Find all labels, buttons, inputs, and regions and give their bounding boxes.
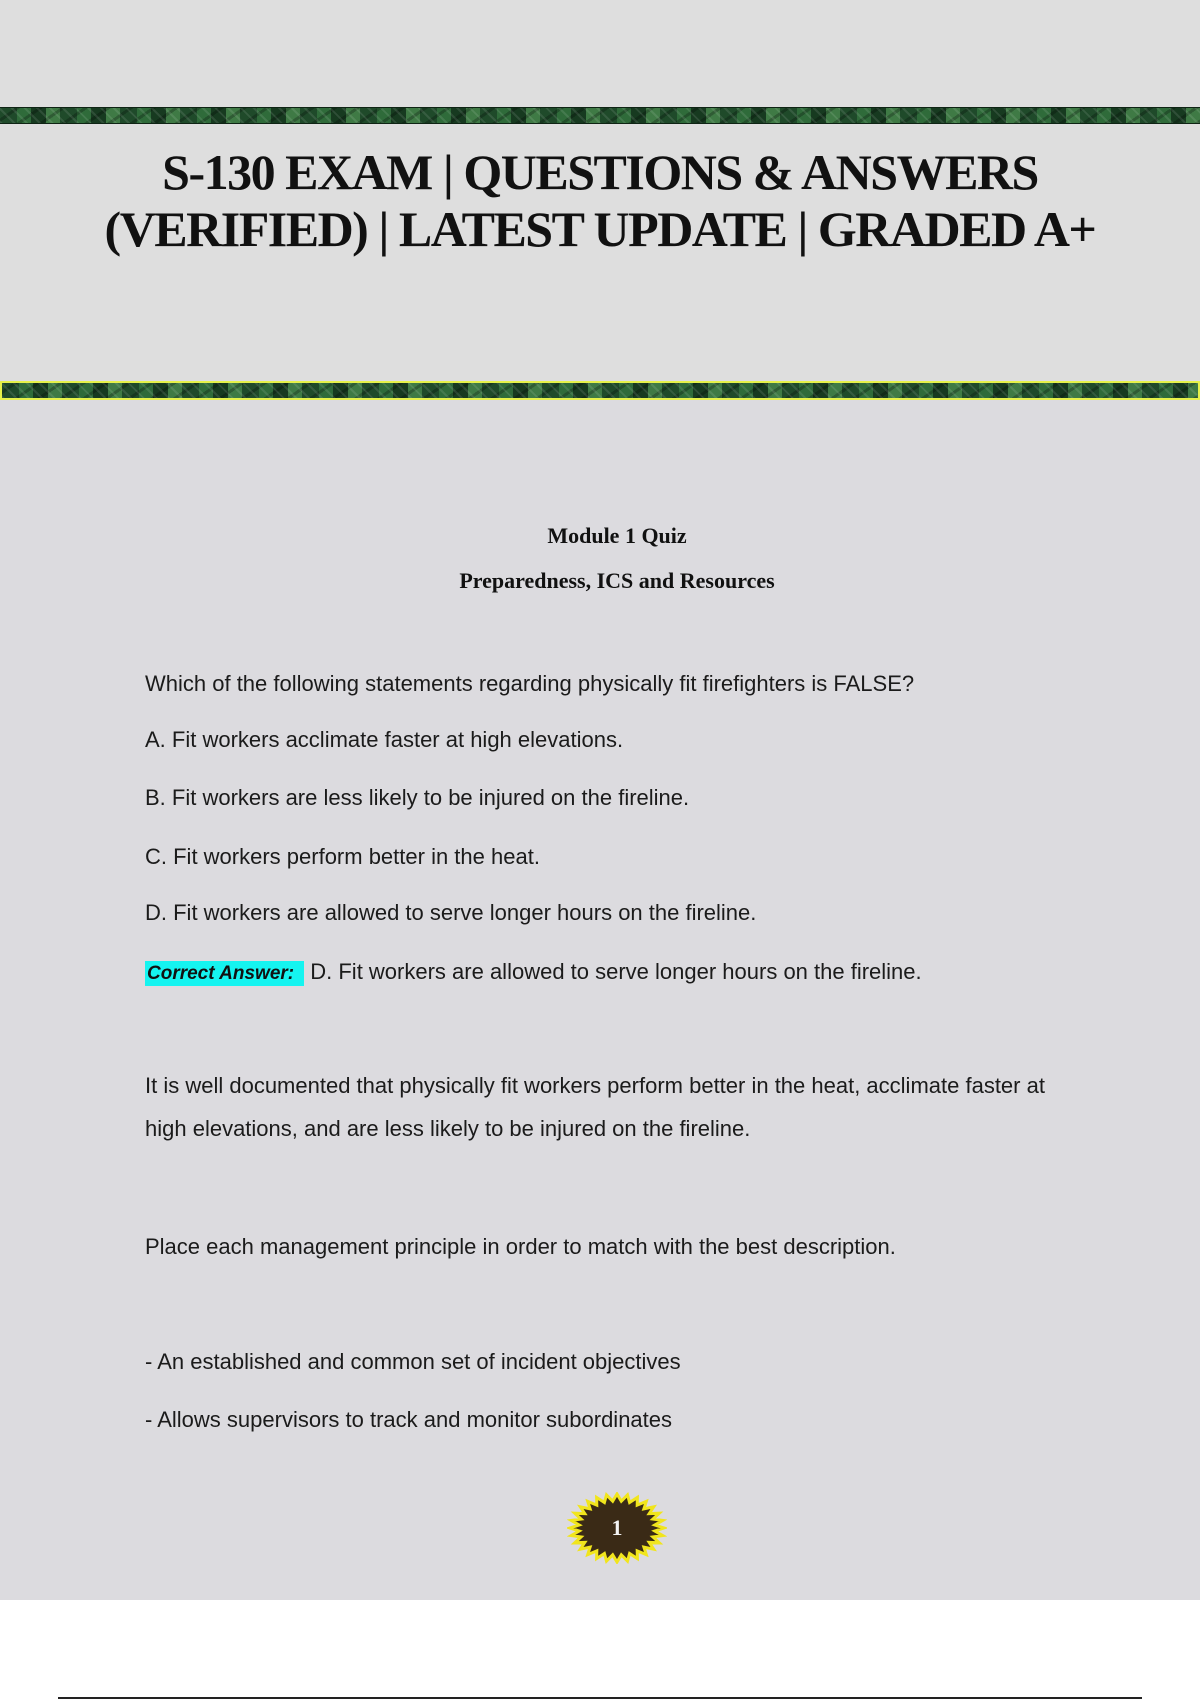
decorative-band-bottom bbox=[0, 381, 1200, 400]
question-1-option-c: C. Fit workers perform better in the heat. bbox=[145, 844, 540, 869]
document-title: S-130 EXAM | QUESTIONS & ANSWERS (VERIFIED) | LATEST UPDATE | GRADED A+ bbox=[104, 144, 1096, 257]
correct-answer-label: Correct Answer: bbox=[145, 961, 304, 986]
quiz-subtitle: Preparedness, ICS and Resources bbox=[459, 568, 775, 593]
question-1-option-d: D. Fit workers are allowed to serve longer hours on the fireline. bbox=[145, 900, 757, 925]
question-1-prompt: Which of the following statements regarding physically fit firefighters is FALSE? bbox=[145, 671, 915, 696]
answer-explanation: It is well documented that physically fit workers perform better in the heat, acclimate faster at high elevations, and are less likely to be injured on the fireline. bbox=[145, 1073, 1045, 1141]
question-1-option-b: B. Fit workers are less likely to be injured on the fireline. bbox=[145, 785, 690, 810]
page-number-badge bbox=[567, 1492, 667, 1564]
decorative-band-top bbox=[0, 107, 1200, 124]
question-1-answer bbox=[145, 950, 1065, 995]
question-2-item: - An established and common set of incident objectives bbox=[145, 1349, 681, 1374]
question-2-item: - Allows supervisors to track and monitor subordinates bbox=[145, 1407, 673, 1432]
footer-rule bbox=[58, 1697, 1142, 1699]
quiz-title: Module 1 Quiz bbox=[547, 523, 687, 548]
question-1-option-a: A. Fit workers acclimate faster at high elevations. bbox=[145, 727, 624, 752]
correct-answer-text: D. Fit workers are allowed to serve longer hours on the fireline. bbox=[310, 959, 922, 984]
page-number: 1 bbox=[611, 1515, 623, 1540]
question-2-prompt: Place each management principle in order to match with the best description. bbox=[145, 1234, 896, 1259]
